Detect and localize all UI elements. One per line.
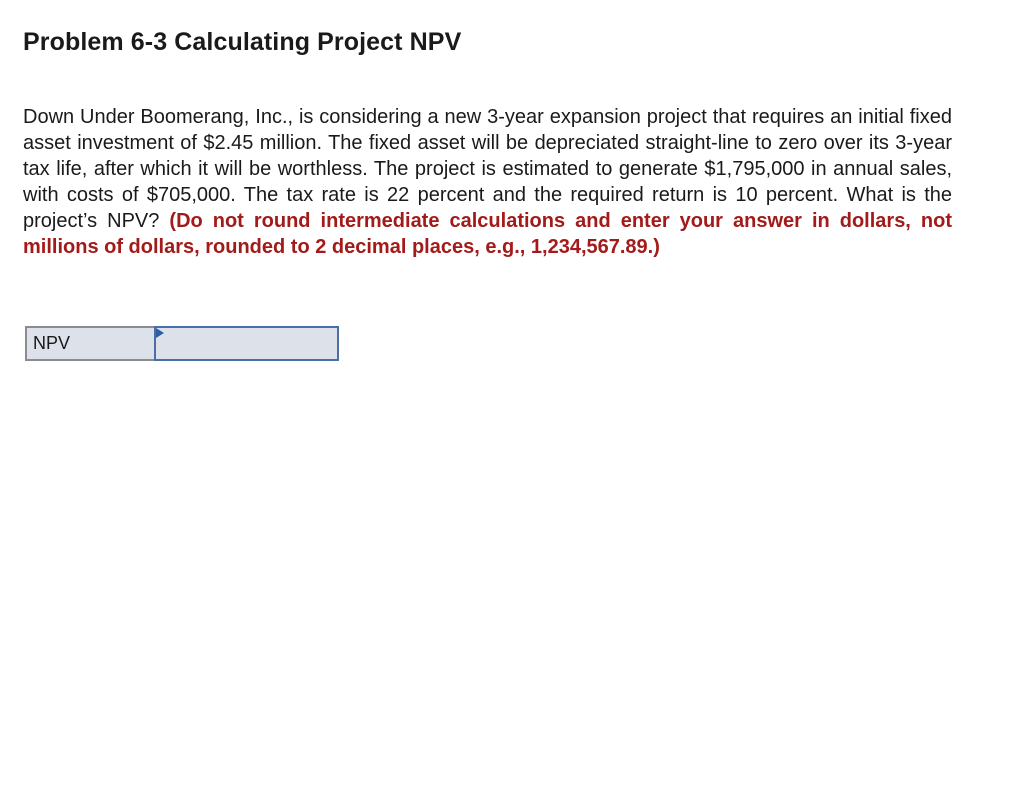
npv-label: NPV [25, 326, 154, 361]
answer-instructions: (Do not round intermediate calculations and enter your answer in dollars, not millions of dollars, rounded to 2 decimal places, e.g., 1,234,567.89.) [23, 210, 952, 258]
npv-input[interactable] [156, 328, 337, 359]
problem-body: Down Under Boomerang, Inc., is considering a new 3-year expansion project that requires an initial fixed asset investment of $2.45 million. The fixed asset will be depreciated straight-line to zero over its 3-year tax life, after which it will be worthless. The project is estimated to generate $1,795,000 in annual sales, with costs of $705,000. The tax rate is 22 percent and the required return is 10 percent. What is the project’s NPV? [23, 106, 952, 232]
answer-row [25, 326, 339, 361]
input-flag-icon [156, 328, 164, 338]
page-title: Problem 6-3 Calculating Project NPV [23, 28, 462, 56]
problem-statement [23, 104, 952, 260]
npv-input-container[interactable] [154, 326, 339, 361]
